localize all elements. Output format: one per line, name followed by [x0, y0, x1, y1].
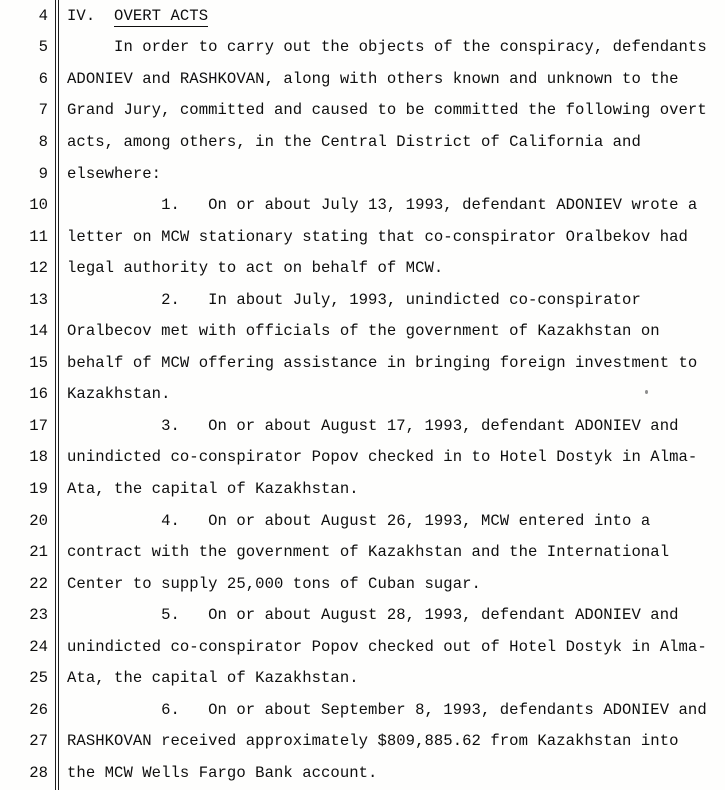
line-number: 20: [29, 511, 48, 530]
line-number: 6: [38, 69, 48, 88]
line-number: 12: [29, 259, 48, 278]
pleading-line: [0, 473, 725, 505]
line-number: 18: [29, 448, 48, 467]
line-text: Ata, the capital of Kazakhstan.: [67, 669, 359, 688]
pleading-line: [0, 410, 725, 442]
line-text: Oralbecov met with officials of the government of Kazakhstan on: [67, 322, 660, 341]
pleading-line: [0, 757, 725, 789]
line-text: behalf of MCW offering assistance in bringing foreign investment to: [67, 353, 698, 372]
pleading-line: [0, 662, 725, 694]
line-text: Grand Jury, committed and caused to be committed the following overt: [67, 101, 707, 120]
line-number: 15: [29, 353, 48, 372]
pleading-line: [0, 568, 725, 600]
line-text: ADONIEV and RASHKOVAN, along with others known and unknown to the: [67, 69, 679, 88]
pleading-line: [0, 536, 725, 568]
line-text: Kazakhstan.: [67, 385, 171, 404]
line-number: 14: [29, 322, 48, 341]
line-number: 24: [29, 637, 48, 656]
line-text: contract with the government of Kazakhstan and the International: [67, 543, 670, 562]
line-text: the MCW Wells Fargo Bank account.: [67, 763, 378, 782]
line-text: unindicted co-conspirator Popov checked in to Hotel Dostyk in Alma-: [67, 448, 698, 467]
scan-speck-artifact: [645, 390, 648, 394]
pleading-line: [0, 284, 725, 316]
pleading-line: [0, 631, 725, 663]
pleading-line: [0, 221, 725, 253]
section-heading: [48, 7, 208, 25]
line-number: 25: [29, 669, 48, 688]
pleading-line: [0, 442, 725, 474]
line-number: 13: [29, 290, 48, 309]
line-number: 19: [29, 479, 48, 498]
pleading-line: [0, 189, 725, 221]
line-number: 7: [38, 101, 48, 120]
line-number: 4: [38, 6, 48, 25]
pleading-line: [0, 726, 725, 758]
line-text: In order to carry out the objects of the conspiracy, defendants: [67, 38, 707, 57]
line-text: 3. On or about August 17, 1993, defendant ADONIEV and: [67, 416, 679, 435]
line-text: 1. On or about July 13, 1993, defendant ADONIEV wrote a: [67, 196, 698, 215]
line-text: 2. In about July, 1993, unindicted co-conspirator: [67, 290, 641, 309]
pleading-line: [0, 0, 725, 32]
pleading-line: [0, 32, 725, 64]
line-number: 22: [29, 574, 48, 593]
line-number: 26: [29, 700, 48, 719]
line-text: 5. On or about August 28, 1993, defendant ADONIEV and: [67, 606, 679, 625]
heading-numeral: IV.: [67, 6, 115, 25]
line-text: letter on MCW stationary stating that co-conspirator Oralbekov had: [67, 227, 688, 246]
line-text: 6. On or about September 8, 1993, defendants ADONIEV and: [67, 700, 707, 719]
line-number: 10: [29, 196, 48, 215]
pleading-line: [0, 379, 725, 411]
line-number: 27: [29, 732, 48, 751]
pleading-line: [0, 315, 725, 347]
line-number: 23: [29, 606, 48, 625]
line-text: RASHKOVAN received approximately $809,885.62 from Kazakhstan into: [67, 732, 679, 751]
pleading-line: [0, 599, 725, 631]
heading-title-underlined: OVERT ACTS: [114, 6, 209, 25]
line-text: Center to supply 25,000 tons of Cuban sugar.: [67, 574, 481, 593]
pleading-line: [0, 347, 725, 379]
line-number: 8: [38, 132, 48, 151]
line-text: 4. On or about August 26, 1993, MCW entered into a: [67, 511, 651, 530]
line-number: 5: [38, 38, 48, 57]
line-text: legal authority to act on behalf of MCW.: [67, 259, 444, 278]
pleading-line: [0, 63, 725, 95]
line-number: 11: [29, 227, 48, 246]
line-number: 17: [29, 416, 48, 435]
line-number: 21: [29, 543, 48, 562]
line-number: 9: [38, 164, 48, 183]
line-text: acts, among others, in the Central District of California and: [67, 132, 641, 151]
line-number: 16: [29, 385, 48, 404]
line-text: Ata, the capital of Kazakhstan.: [67, 479, 359, 498]
pleading-line: [0, 158, 725, 190]
pleading-line: [0, 505, 725, 537]
pleading-line: [0, 252, 725, 284]
pleading-line: [0, 694, 725, 726]
line-text: unindicted co-conspirator Popov checked out of Hotel Dostyk in Alma-: [67, 637, 707, 656]
line-number: 28: [29, 763, 48, 782]
pleading-line: [0, 126, 725, 158]
line-text: elsewhere:: [67, 164, 162, 183]
pleading-line: [0, 95, 725, 127]
